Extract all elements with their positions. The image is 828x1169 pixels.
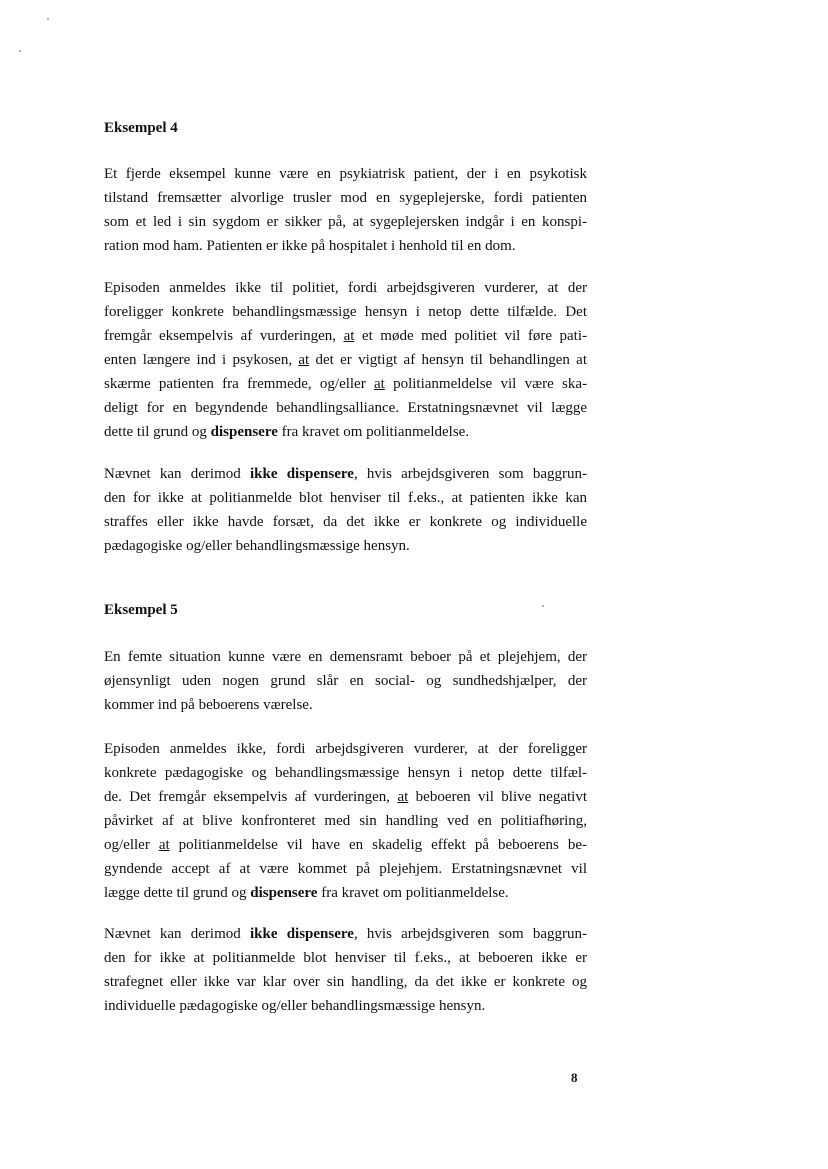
text-line: individuelle pædagogiske og/eller behandlingsmæssige hensyn. xyxy=(104,998,486,1014)
text-line: den for ikke at politianmelde blot henviser til f.eks., at beboeren ikke er xyxy=(104,950,587,966)
example-5-paragraph-1 xyxy=(104,645,587,717)
text-run: , hvis arbejdsgiveren som baggrun- xyxy=(353,466,588,482)
text-run: fra kravet om politianmeldelse. xyxy=(277,424,470,440)
text-line: straffes eller ikke havde forsæt, da det ikke er konkrete og individuelle xyxy=(104,514,587,530)
scan-speck xyxy=(19,50,21,52)
example-4-paragraph-1 xyxy=(104,162,587,258)
text-line xyxy=(104,372,587,396)
text-line xyxy=(104,348,587,372)
example-5-paragraph-3 xyxy=(104,922,587,1018)
text-line: strafegnet eller ikke var klar over sin handling, da det ikke er konkrete og xyxy=(104,974,587,990)
text-run: politianmeldelse vil være ska- xyxy=(384,376,587,392)
example-4-heading: Eksempel 4 xyxy=(104,120,178,136)
example-4-paragraph-2 xyxy=(104,276,587,444)
text-run: skærme patienten fra fremmede, og/eller xyxy=(104,376,374,392)
text-run: fra kravet om politianmeldelse. xyxy=(317,885,509,901)
text-line: den for ikke at politianmelde blot henviser til f.eks., at patienten ikke kan xyxy=(104,490,587,506)
underlined-word: at xyxy=(298,352,310,368)
bold-term: dispensere xyxy=(210,424,278,440)
example-5-paragraph-2 xyxy=(104,737,587,905)
bold-term: dispensere xyxy=(250,885,318,901)
text-run: og/eller xyxy=(104,837,159,853)
underlined-word: at xyxy=(373,376,385,392)
text-run: Nævnet kan derimod xyxy=(104,926,250,942)
text-line: pædagogiske og/eller behandlingsmæssige hensyn. xyxy=(104,538,410,554)
text-run: det er vigtigt af hensyn til behandlingen at xyxy=(309,352,588,368)
text-run: et møde med politiet vil føre pati- xyxy=(354,328,587,344)
text-run: Nævnet kan derimod xyxy=(104,466,250,482)
page-number: 8 xyxy=(571,1070,578,1085)
text-line: som et led i sin sygdom er sikker på, at sygeplejersken indgår i en konspi- xyxy=(104,214,587,230)
text-line: kommer ind på beboerens værelse. xyxy=(104,697,313,713)
text-line xyxy=(104,833,587,857)
text-line: påvirket af at blive konfronteret med sin handling ved en politiafhøring, xyxy=(104,813,587,829)
text-line: Episoden anmeldes ikke, fordi arbejdsgiveren vurderer, at der foreligger xyxy=(104,741,587,757)
text-run: , hvis arbejdsgiveren som baggrun- xyxy=(353,926,588,942)
scan-speck xyxy=(542,605,544,607)
text-line: Et fjerde eksempel kunne være en psykiatrisk patient, der i en psykotisk xyxy=(104,166,587,182)
text-run: de. Det fremgår eksempelvis af vurderingen, xyxy=(104,789,398,805)
text-line xyxy=(104,881,587,905)
underlined-word: at xyxy=(158,837,170,853)
text-line xyxy=(104,420,587,444)
text-line: foreligger konkrete behandlingsmæssige hensyn i netop dette tilfælde. Det xyxy=(104,304,587,320)
underlined-word: at xyxy=(397,789,409,805)
text-run: enten længere ind i psykosen, xyxy=(104,352,299,368)
text-line xyxy=(104,785,587,809)
text-run: fremgår eksempelvis af vurderingen, xyxy=(104,328,344,344)
text-run: lægge dette til grund og xyxy=(104,885,251,901)
text-line: konkrete pædagogiske og behandlingsmæssige hensyn i netop dette tilfæl- xyxy=(104,765,587,781)
text-line: Episoden anmeldes ikke til politiet, fordi arbejdsgiveren vurderer, at der xyxy=(104,280,587,296)
text-line: ration mod ham. Patienten er ikke på hospitalet i henhold til en dom. xyxy=(104,238,516,254)
example-5-heading: Eksempel 5 xyxy=(104,602,178,618)
text-line: gyndende accept af at være kommet på plejehjem. Erstatningsnævnet vil xyxy=(104,861,587,877)
text-line: En femte situation kunne være en demensramt beboer på et plejehjem, der xyxy=(104,649,587,665)
text-line: øjensynligt uden nogen grund slår en social- og sundhedshjælper, der xyxy=(104,673,587,689)
text-run: beboeren vil blive negativt xyxy=(408,789,587,805)
text-run: dette til grund og xyxy=(104,424,211,440)
bold-term: ikke dispensere xyxy=(249,926,354,942)
scan-speck xyxy=(47,18,49,20)
text-line: tilstand fremsætter alvorlige trusler mod en sygeplejerske, fordi patienten xyxy=(104,190,587,206)
text-line: deligt for en begyndende behandlingsalliance. Erstatningsnævnet vil lægge xyxy=(104,400,587,416)
text-line xyxy=(104,462,587,486)
text-line xyxy=(104,324,587,348)
underlined-word: at xyxy=(343,328,355,344)
bold-term: ikke dispensere xyxy=(249,466,354,482)
text-run: politianmeldelse vil have en skadelig effekt på beboerens be- xyxy=(169,837,587,853)
example-4-paragraph-3 xyxy=(104,462,587,558)
text-line xyxy=(104,922,587,946)
